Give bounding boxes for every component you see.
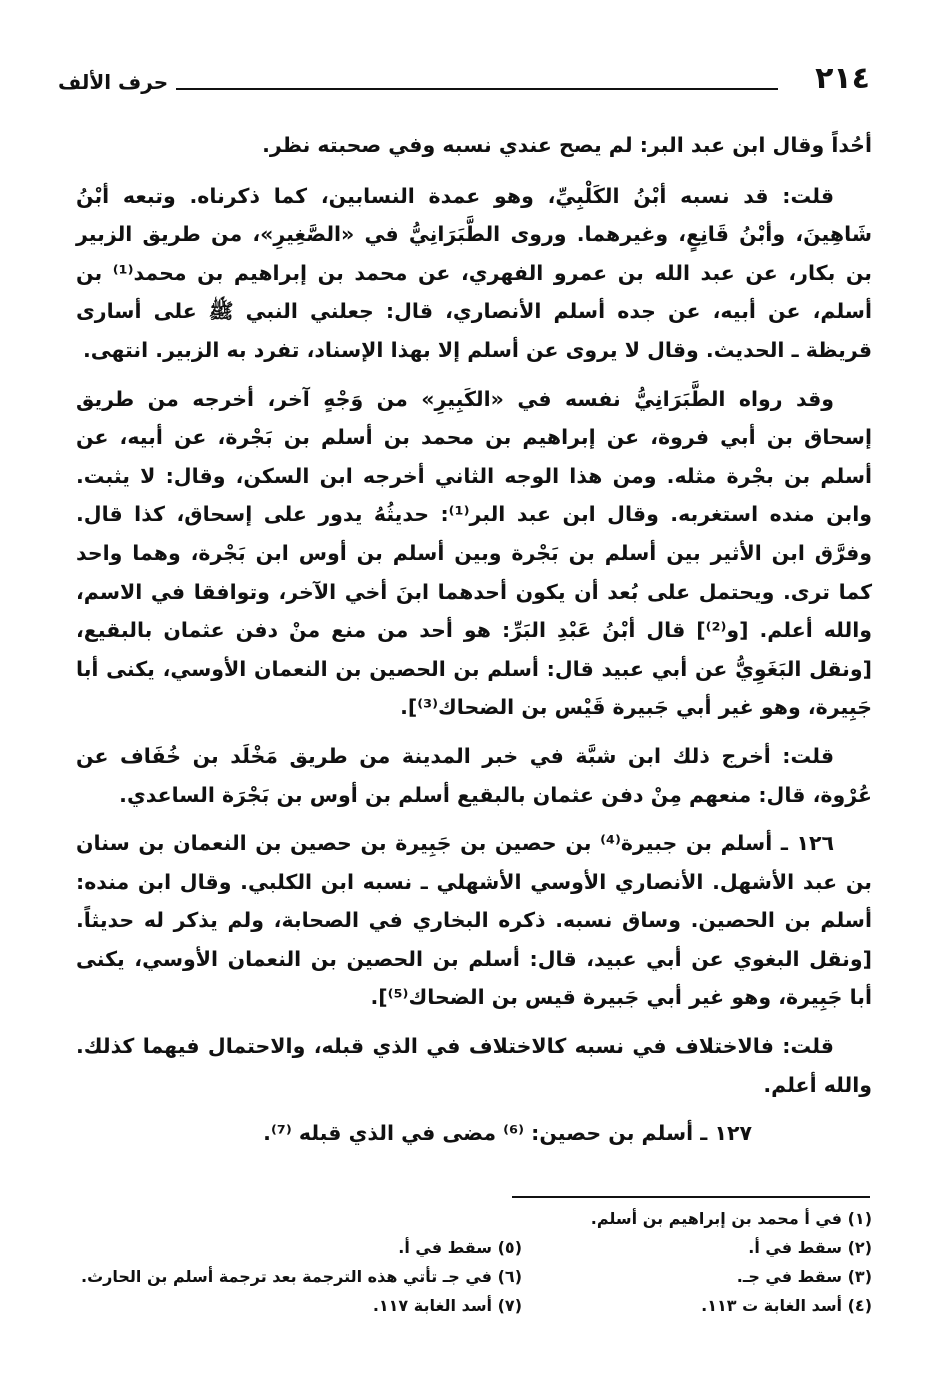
footnote-7: (٧) أسد الغابة ١١٧. <box>372 1296 522 1315</box>
footnote-4: (٤) أسد الغابة ت ١١٣. <box>701 1296 872 1315</box>
footnote-1: (١) في أ محمد بن إبراهيم بن أسلم. <box>590 1209 872 1228</box>
entry-127: ١٢٧ ـ أسلم بن حصين: ⁽⁶⁾ مضى في الذي قبله ⁽⁷⁾. <box>263 1121 752 1146</box>
header-rule <box>176 88 778 90</box>
footnote-2: (٢) سقط في أ. <box>748 1238 872 1257</box>
page-header <box>58 62 870 104</box>
paragraph-1: أحُداً وقال ابن عبد البر: لم يصح عندي نسبه وفي صحبته نظر. <box>262 133 872 157</box>
footnote-5: (٥) سقط في أ. <box>398 1238 522 1257</box>
footnote-6: (٦) في جـ تأتي هذه الترجمة بعد ترجمة أسلم بن الحارث. <box>81 1267 522 1286</box>
chapter-title: حرف الألف <box>58 70 169 94</box>
footnote-row <box>76 1291 872 1320</box>
entry-126: ١٢٦ ـ أسلم بن جبيرة⁽⁴⁾ بن حصين بن جَبِيرة بن حصين بن النعمان بن سنان بن عبد الأشهل. الأنصاري الأوسي الأشهلي ـ نسبه ابن الكلبي. وقال ابن منده: أسلم بن الحصين. وساق نسبه. ذكره البخاري في الصحابة، ولم يذكر له حديثاً. [ونقل البغوي عن أبي عبيد، قال: أسلم بن الحصين بن النعمان الأوسي، يكنى أبا جَبِيرة، وهو غير أبي جَبيرة قيس بن الضحاك⁽⁵⁾]. <box>76 831 872 1010</box>
footnotes <box>76 1204 872 1320</box>
footnote-row <box>76 1233 872 1262</box>
footnote-row <box>76 1262 872 1291</box>
paragraph-6: قلت: فالاختلاف في نسبه كالاختلاف في الذي قبله، والاحتمال فيهما كذلك. والله أعلم. <box>76 1034 872 1097</box>
paragraph-4: قلت: أخرج ذلك ابن شبَّة في خبر المدينة من طريق مَخْلَد بن خُفَاف عن عُرْوة، قال: منعهم مِنْ دفن عثمان بالبقيع أسلم بن أوس بن بَجْرَة الساعدي. <box>76 743 872 807</box>
footnote-rule <box>512 1196 870 1198</box>
page-number: ٢١٤ <box>815 61 870 96</box>
footnote-3: (٣) سقط في جـ. <box>736 1267 872 1286</box>
main-text <box>76 126 872 1163</box>
paragraph-2: قلت: قد نسبه أبْنُ الكَلْبِيِّ، وهو عمدة النسابين، كما ذكرناه. وتبعه أبْنُ شَاهِينَ، وأبْنُ قَانِعٍ، وغيرهما. وروى الطَّبَرَانِيُّ في «الصَّغِيرِ»، من طريق الزبير بن بكار، عن عبد الله بن عمرو الفهري، عن محمد بن إبراهيم بن محمد⁽¹⁾ بن أسلم، عن أبيه، عن جده أسلم الأنصاري، قال: جعلني النبي ﷺ على أسارى قريظة ـ الحديث. وقال لا يروى عن أسلم إلا بهذا الإسناد، تفرد به الزبير. انتهى. <box>76 183 872 362</box>
paragraph-3: وقد رواه الطَّبَرَانِيُّ نفسه في «الكَبِيرِ» من وَجْهٍ آخر، أخرجه من طريق إسحاق بن أبي فروة، عن إبراهيم بن محمد بن أسلم بن بَجْرة، عن أبيه، عن أسلم بن بجْرة مثله. ومن هذا الوجه الثاني أخرجه ابن السكن، وقال: لا يثبت. وابن منده استغربه. وقال ابن عبد البر⁽¹⁾: حديثُهُ يدور على إسحاق، كذا قال. وفرَّق ابن الأثير بين أسلم بن بَجْرة وبين أسلم بن أوس ابن بَجْرة، وهما واحد كما ترى. ويحتمل على بُعد أن يكون أحدهما ابنَ أخي الآخر، وتوافقا في الاسم، والله أعلم. [و⁽²⁾] قال أبْنُ عَبْدِ البَرِّ: هو أحد من منع منْ دفن عثمان بالبقيع، [ونقل البَغَوِيُّ عن أبي عبيد قال: أسلم بن الحصين بن النعمان الأوسي، يكنى أبا جَبِيرة، وهو غير أبي جَبيرة قَيْس بن الضحاك⁽³⁾]. <box>76 386 872 720</box>
